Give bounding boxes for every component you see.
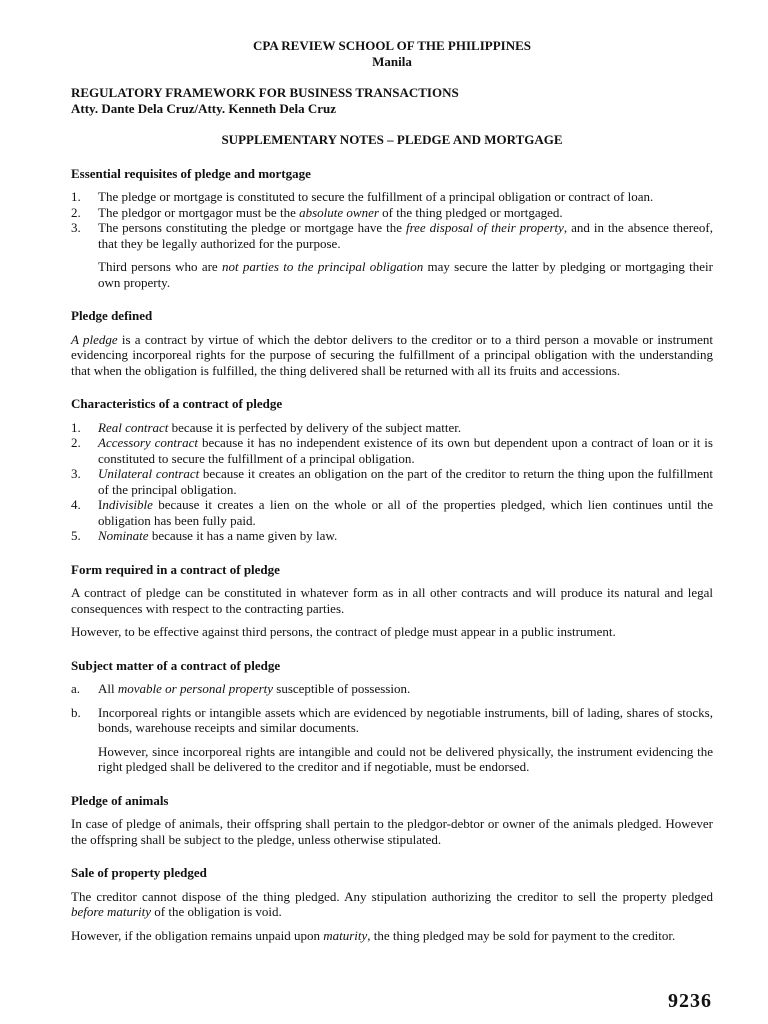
page-number: 9236 bbox=[668, 990, 712, 1012]
school-name: CPA REVIEW SCHOOL OF THE PHILIPPINES bbox=[253, 38, 531, 53]
sale-paragraph-1: The creditor cannot dispose of the thing pledged. Any stipulation authorizing the creditor to sell the property pledged before maturity of the obligation is void. bbox=[71, 888, 713, 919]
form-paragraph-2: However, to be effective against third persons, the contract of pledge must appear in a public instrument. bbox=[71, 624, 616, 639]
section-heading-pledge-defined: Pledge defined bbox=[71, 308, 153, 323]
sale-paragraph-2: However, if the obligation remains unpaid upon maturity, the thing pledged may be sold for payment to the creditor. bbox=[71, 927, 676, 943]
third-persons-note: Third persons who are not parties to the principal obligation may secure the latter by pledging or mortgaging their own property. bbox=[98, 259, 713, 290]
list-item: 5. Nominate because it has a name given by law. bbox=[71, 528, 338, 543]
list-item: 1. The pledge or mortgage is constituted to secure the fulfillment of a principal obligation or contract of loan. bbox=[71, 189, 654, 204]
form-paragraph-1: A contract of pledge can be constituted in whatever form as in all other contracts and will produce its natural and legal consequences with respect to the contracting parties. bbox=[71, 585, 713, 616]
section-heading-form: Form required in a contract of pledge bbox=[71, 561, 280, 577]
document-title: SUPPLEMENTARY NOTES – PLEDGE AND MORTGAGE bbox=[221, 132, 563, 147]
course-title: REGULATORY FRAMEWORK FOR BUSINESS TRANSACTIONS bbox=[71, 85, 459, 100]
school-city: Manila bbox=[372, 53, 412, 69]
section-heading-subject-matter: Subject matter of a contract of pledge bbox=[71, 657, 281, 673]
subject-matter-list bbox=[71, 681, 713, 736]
authors: Atty. Dante Dela Cruz/Atty. Kenneth Dela Cruz bbox=[71, 100, 337, 116]
list-item: 3. Unilateral contract because it creates an obligation on the part of the creditor to return the thing upon the fulfillment of the principal obligation. bbox=[71, 466, 713, 497]
list-item: 4. Indivisible because it creates a lien on the whole or all of the properties pledged, which lien continues until the obligation has been fully paid. bbox=[71, 497, 713, 528]
section-heading-requisites: Essential requisites of pledge and mortgage bbox=[71, 165, 311, 181]
animals-paragraph: In case of pledge of animals, their offspring shall pertain to the pledgor-debtor or owner of the animals pledged. However the offspring shall be subject to the pledge, unless otherwise stipulated. bbox=[71, 816, 713, 847]
characteristics-list bbox=[71, 420, 713, 544]
incorporeal-note: However, since incorporeal rights are intangible and could not be delivered physically, the instrument evidencing the right pledged shall be delivered to the creditor and if negotiable, must be endorsed. bbox=[98, 743, 713, 774]
list-item: 2. Accessory contract because it has no independent existence of its own but dependent upon a contract of loan or it is constituted to secure the fulfillment of a principal obligation. bbox=[71, 435, 713, 466]
list-item: b. Incorporeal rights or intangible assets which are evidenced by negotiable instruments, bill of lading, shares of stocks, bonds, warehouse receipts and similar documents. bbox=[71, 704, 713, 735]
document-body bbox=[71, 38, 713, 951]
list-item: 2. The pledgor or mortgagor must be the absolute owner of the thing pledged or mortgaged. bbox=[71, 204, 563, 220]
section-heading-animals: Pledge of animals bbox=[71, 792, 169, 808]
list-item: a. All movable or personal property susceptible of possession. bbox=[71, 681, 411, 696]
list-item: 3. The persons constituting the pledge or mortgage have the free disposal of their property, and in the absence thereof, that they be legally authorized for the purpose. bbox=[71, 220, 713, 251]
section-heading-sale: Sale of property pledged bbox=[71, 865, 207, 880]
requisites-list bbox=[71, 189, 713, 251]
pledge-definition: A pledge is a contract by virtue of which the debtor delivers to the creditor or to a third person a movable or instrument evidencing incorporeal rights for the purpose of securing the fulfillment of a principal obligation with the understanding that when the obligation is fulfilled, the thing delivered shall be returned with all its fruits and accessions. bbox=[71, 331, 714, 378]
section-heading-characteristics: Characteristics of a contract of pledge bbox=[71, 396, 283, 411]
list-item: 1. Real contract because it is perfected by delivery of the subject matter. bbox=[71, 419, 462, 435]
